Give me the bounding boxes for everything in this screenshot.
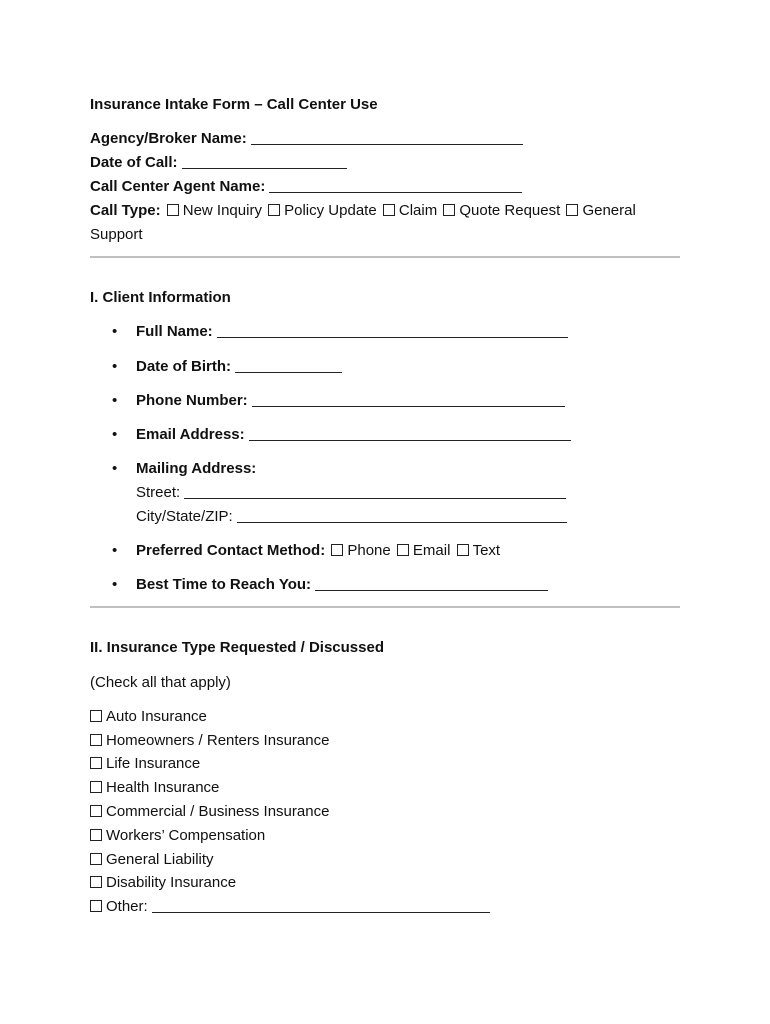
bullet-icon: • — [112, 323, 118, 340]
dob-field[interactable] — [136, 357, 342, 377]
option-quote-request: Quote Request — [459, 202, 561, 219]
street-blank[interactable] — [184, 484, 566, 499]
city-label: City/State/ZIP: — [136, 508, 233, 525]
option-health-label: Health Insurance — [106, 779, 220, 796]
contact-method-label: Preferred Contact Method: — [136, 542, 326, 559]
option-support-wrap: Support — [90, 226, 143, 243]
checkbox-quote-request[interactable] — [443, 204, 455, 216]
form-title: Insurance Intake Form – Call Center Use — [90, 96, 378, 113]
option-commercial[interactable] — [90, 802, 329, 822]
divider — [90, 256, 680, 258]
contact-method-row — [136, 541, 500, 561]
street-field[interactable] — [136, 483, 566, 503]
option-disability-label: Disability Insurance — [106, 874, 237, 891]
option-health[interactable] — [90, 778, 219, 798]
best-time-field[interactable] — [136, 575, 548, 595]
bullet-icon: • — [112, 426, 118, 443]
option-other[interactable] — [90, 897, 490, 917]
agency-field[interactable] — [90, 129, 523, 149]
option-general-liability[interactable] — [90, 850, 214, 870]
checkbox-homeowners[interactable] — [90, 734, 102, 746]
full-name-label: Full Name: — [136, 323, 213, 340]
checkbox-new-inquiry[interactable] — [167, 204, 179, 216]
section-insurance-heading: II. Insurance Type Requested / Discussed — [90, 639, 384, 656]
call-type-label: Call Type: — [90, 202, 161, 219]
checkbox-disability[interactable] — [90, 876, 102, 888]
agency-label: Agency/Broker Name: — [90, 130, 247, 147]
dob-blank[interactable] — [235, 358, 342, 373]
best-time-label: Best Time to Reach You: — [136, 576, 312, 593]
checkbox-phone[interactable] — [331, 544, 343, 556]
checkbox-workers-comp[interactable] — [90, 829, 102, 841]
date-field[interactable] — [90, 153, 347, 173]
full-name-blank[interactable] — [217, 323, 568, 338]
agent-field[interactable] — [90, 177, 522, 197]
option-disability[interactable] — [90, 873, 236, 893]
other-blank[interactable] — [152, 898, 490, 913]
check-all-note: (Check all that apply) — [90, 674, 231, 691]
checkbox-email[interactable] — [397, 544, 409, 556]
option-life-label: Life Insurance — [106, 755, 201, 772]
checkbox-health[interactable] — [90, 781, 102, 793]
option-email: Email — [412, 542, 451, 559]
option-claim: Claim — [398, 202, 438, 219]
bullet-icon: • — [112, 392, 118, 409]
option-commercial-label: Commercial / Business Insurance — [106, 803, 330, 820]
option-auto[interactable] — [90, 707, 207, 727]
date-label: Date of Call: — [90, 154, 178, 171]
option-workers-comp[interactable] — [90, 826, 265, 846]
bullet-icon: • — [112, 358, 118, 375]
email-blank[interactable] — [249, 426, 571, 441]
date-blank[interactable] — [182, 154, 347, 169]
option-auto-label: Auto Insurance — [106, 708, 207, 725]
checkbox-general-liability[interactable] — [90, 853, 102, 865]
phone-blank[interactable] — [252, 392, 565, 407]
agent-label: Call Center Agent Name: — [90, 178, 266, 195]
option-homeowners-label: Homeowners / Renters Insurance — [106, 732, 330, 749]
checkbox-commercial[interactable] — [90, 805, 102, 817]
city-field[interactable] — [136, 507, 567, 527]
email-label: Email Address: — [136, 426, 245, 443]
option-phone: Phone — [347, 542, 391, 559]
call-type-row — [90, 201, 636, 221]
street-label: Street: — [136, 484, 181, 501]
option-policy-update: Policy Update — [284, 202, 377, 219]
option-new-inquiry: New Inquiry — [182, 202, 262, 219]
checkbox-policy-update[interactable] — [268, 204, 280, 216]
city-blank[interactable] — [237, 508, 567, 523]
checkbox-auto[interactable] — [90, 710, 102, 722]
section-client-heading: I. Client Information — [90, 289, 231, 306]
phone-field[interactable] — [136, 391, 565, 411]
option-general: General — [582, 202, 636, 219]
dob-label: Date of Birth: — [136, 358, 231, 375]
best-time-blank[interactable] — [315, 576, 548, 591]
email-field[interactable] — [136, 425, 571, 445]
option-other-label: Other: — [106, 898, 148, 915]
bullet-icon: • — [112, 576, 118, 593]
full-name-field[interactable] — [136, 322, 568, 342]
option-workers-comp-label: Workers’ Compensation — [106, 827, 266, 844]
option-general-liability-label: General Liability — [106, 851, 214, 868]
agency-blank[interactable] — [251, 130, 523, 145]
checkbox-claim[interactable] — [383, 204, 395, 216]
option-text: Text — [472, 542, 501, 559]
checkbox-other[interactable] — [90, 900, 102, 912]
bullet-icon: • — [112, 542, 118, 559]
checkbox-general-support[interactable] — [566, 204, 578, 216]
mailing-label: Mailing Address: — [136, 460, 257, 477]
checkbox-life[interactable] — [90, 757, 102, 769]
checkbox-text[interactable] — [457, 544, 469, 556]
phone-label: Phone Number: — [136, 392, 248, 409]
agent-blank[interactable] — [269, 178, 522, 193]
bullet-icon: • — [112, 460, 118, 477]
divider — [90, 606, 680, 608]
option-homeowners[interactable] — [90, 731, 329, 751]
option-life[interactable] — [90, 754, 200, 774]
